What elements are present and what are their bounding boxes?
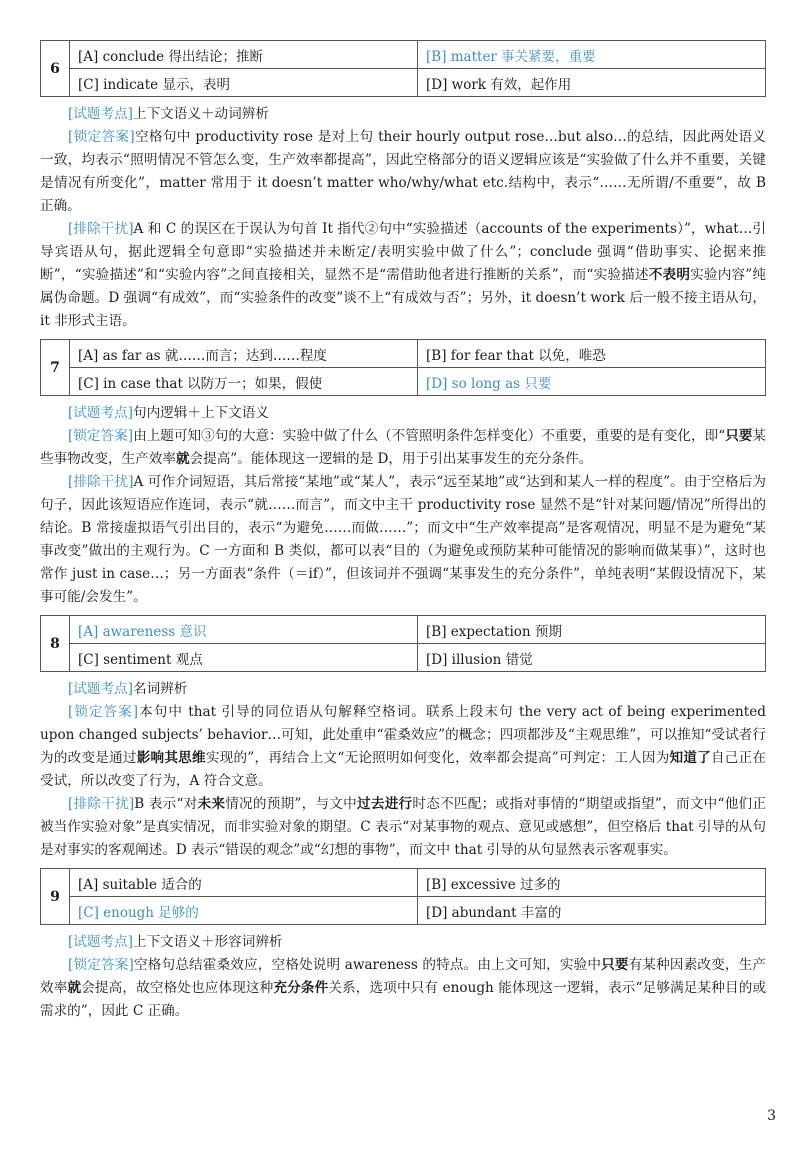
emphasis: 就 [67,980,82,996]
page-content [40,40,766,1023]
answer-text: 实现的”，再结合上文“无论照明如何变化，效率都会提高”可判定：工人因为 [205,750,670,766]
answer-text: 会提高，故空格处也应体现这种 [81,980,274,996]
kaodian-line [40,931,766,954]
option-b: [B] expectation 预期 [418,616,766,644]
answer-para [40,954,766,1023]
emphasis: 充分条件 [273,980,329,996]
exclude-para [40,793,766,862]
option-d-correct: [D] so long as 只要 [418,368,766,396]
kaodian-tag: [试题考点] [68,934,133,950]
emphasis: 不表明 [648,267,691,283]
question-number: 9 [41,869,70,925]
question-number: 8 [41,616,70,672]
kaodian-text: 名词辨析 [132,681,188,697]
option-d: [D] work 有效，起作用 [418,69,766,97]
option-a: [A] suitable 适合的 [70,869,418,897]
option-c: [C] indicate 显示，表明 [70,69,418,97]
kaodian-text: 句内逻辑＋上下文语义 [132,405,269,421]
explanation-q7 [40,402,766,609]
explanation-q9 [40,931,766,1023]
answer-tag: [锁定答案] [68,428,134,444]
emphasis: 就 [175,451,190,467]
kaodian-line [40,103,766,126]
exclude-para [40,471,766,609]
kaodian-text: 上下文语义＋形容词辨析 [132,934,283,950]
exclude-text: 时态不匹配；或指对事情的“期望或指望”，而文中“他们正被当作实验对象”是真实情况，而非实验对象的期望。C 表示“对某事物的观点、意见或感想”，但空格后 that 引导的从句是对事实的客观阐述。D 表示“错误的观念”或“幻想的事物”，而文中 that 引导的从句显然表示客观事实。 [40,796,766,858]
emphasis: 知道了 [669,750,711,766]
option-a: [A] conclude 得出结论；推断 [70,41,418,69]
option-b: [B] for fear that 以免，唯恐 [418,340,766,368]
kaodian-tag: [试题考点] [68,106,133,122]
exclude-tag: [排除干扰] [68,474,134,490]
answer-text: 某些事物改变，生产效率 [40,428,767,467]
question-number: 6 [41,41,70,97]
answer-para [40,425,766,471]
options-table-q9 [40,868,766,925]
emphasis: 只要 [601,957,629,973]
exclude-tag: [排除干扰] [68,796,135,812]
explanation-q6 [40,103,766,333]
explanation-q8 [40,678,766,862]
kaodian-text: 上下文语义＋动词辨析 [132,106,269,122]
answer-text: 会提高”。能体现这一逻辑的是 D，用于引出某事发生的充分条件。 [189,451,593,467]
exclude-text: A 和 C 的误区在于误认为句首 It 指代②句中“实验描述（accounts of the experiments）”，what…引导宾语从句，据此逻辑全句意即“实验描述并未断定/表明实验中做了什么”；conclude 强调“借助事实、论据来推断”，“实验描述”和“实验内容”之间直接相关，显然不是“需借助他者进行推断的关系”，而“实验描述 [40,221,766,283]
answer-text: 由上题可知③句的大意：实验中做了什么（不管照明条件怎样变化）不重要，重要的是有变化，即“ [133,428,726,444]
question-number: 7 [41,340,70,396]
option-d: [D] abundant 丰富的 [418,897,766,925]
exclude-text: A 可作介词短语，其后常接“某地”或“某人”，表示“远至某地”或“达到和某人一样的程度”。由于空格后为句子，因此该短语应作连词，表示“就……而言”，而文中主干 productivity rose 显然不是“针对某问题/情况”所得出的结论。B 常接虚拟语气引出目的，表示“为避免……而做……”；而文中“生产效率提高”是客观情况，明显不是为避免“某事改变”做出的主观行为。C 一方面和 B 类似，都可以表“目的（为避免或预防某种可能情况的影响而做某事）”，这时也常作 just in case…；另一方面表“条件（＝if）”，但该词并不强调“某事发生的充分条件”，单纯表明“某假设情况下，某事可能/会发生”。 [40,474,766,605]
option-c-correct: [C] enough 足够的 [70,897,418,925]
emphasis: 影响其思维 [136,750,206,766]
option-a: [A] as far as 就……而言；达到……程度 [70,340,418,368]
answer-text: 有某种因素改变，生产效率 [40,957,767,996]
exclude-text: B 表示“对 [134,796,198,812]
kaodian-line [40,678,766,701]
answer-tag: [锁定答案] [68,704,139,720]
answer-text: 关系，选项中只有 enough 能体现这一逻辑，表示“足够满足某种目的或需求的”，因此 C 正确。 [40,980,767,1019]
emphasis: 未来 [197,796,226,812]
answer-tag: [锁定答案] [68,129,135,145]
answer-text: 本句中 that 引导的同位语从句解释空格词。联系上段末句 the very act of being experimented upon changed subjects’ behavior…可知，此处重申“霍桑效应”的概念；四项都涉及“主观思维”，可以推知“受试者行为的改变是通过 [40,704,766,766]
answer-para [40,126,766,218]
answer-text: 自己正在受试，所以改变了行为，A 符合文意。 [40,750,767,789]
answer-text: 空格句总结霍桑效应，空格处说明 awareness 的特点。由上文可知，实验中 [133,957,602,973]
option-c: [C] sentiment 观点 [70,644,418,672]
exclude-text: 实验内容”纯属伪命题。D 强调“有成效”，而“实验条件的改变”谈不上“有成效与否”；另外，it doesn’t work 后一般不接主语从句，it 非形式主语。 [40,267,767,329]
option-b: [B] excessive 过多的 [418,869,766,897]
option-a-correct: [A] awareness 意识 [70,616,418,644]
exclude-para [40,218,766,333]
kaodian-line [40,402,766,425]
answer-tag: [锁定答案] [68,957,134,973]
kaodian-tag: [试题考点] [68,405,133,421]
emphasis: 只要 [725,428,753,444]
exclude-tag: [排除干扰] [68,221,134,237]
option-b-correct: [B] matter 事关紧要，重要 [418,41,766,69]
exclude-text: 情况的预期”，与文中 [225,796,358,812]
option-c: [C] in case that 以防万一；如果，假使 [70,368,418,396]
option-d: [D] illusion 错觉 [418,644,766,672]
options-table-q6 [40,40,766,97]
options-table-q7 [40,339,766,396]
kaodian-tag: [试题考点] [68,681,133,697]
answer-para [40,701,766,793]
emphasis: 过去进行 [357,796,413,812]
answer-text: 空格句中 productivity rose 是对上句 their hourly output rose…but also…的总结，因此两处语义一致，均表示“照明情况不管怎么变，生产效率都提高”，因此空格部分的语义逻辑应该是“实验做了什么并不重要，关键是情况有所变化”，matter 常用于 it doesn’t matter who/why/what etc.结构中，表示“……无所谓/不重要”，故 B 正确。 [40,129,767,214]
page-number: 3 [767,1108,776,1124]
options-table-q8 [40,615,766,672]
